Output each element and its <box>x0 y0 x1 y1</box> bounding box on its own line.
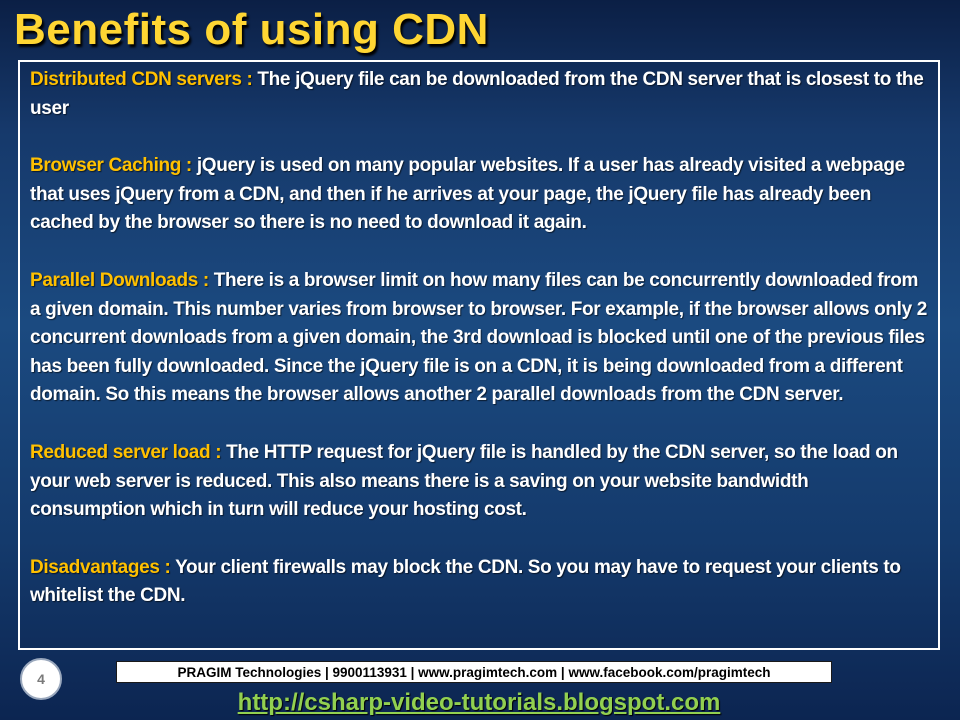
benefit-text: jQuery is used on many popular websites. If a user has already visited a webpage that uses jQuery from a CDN, and then if he arrives at your page, the jQuery file has already been cached by the browser so there is no need to download it again. <box>30 155 905 234</box>
company-info-bar: PRAGIM Technologies | 9900113931 | www.pragimtech.com | www.facebook.com/pragimtech <box>116 661 832 683</box>
benefit-paragraph <box>30 152 928 238</box>
benefit-text: The jQuery file can be downloaded from the CDN server that is closest to the user <box>30 69 924 119</box>
benefit-text: There is a browser limit on how many files can be concurrently downloaded from a given domain. This number varies from browser to browser. For example, if the browser allows only 2 concurrent downloads from a given domain, the 3rd download is blocked until one of the previous files has been fully downloaded. Since the jQuery file is on a CDN, it is being downloaded from a different domain. So this means the browser allows another 2 parallel downloads from the CDN server. <box>30 269 927 406</box>
content-box <box>18 60 940 650</box>
slide-title: Benefits of using CDN <box>14 5 489 54</box>
benefit-term: Browser Caching : <box>30 155 192 177</box>
benefit-paragraph <box>30 66 928 123</box>
benefit-text: The HTTP request for jQuery file is handled by the CDN server, so the load on your web server is reduced. This also means there is a saving on your website bandwidth consumption which in turn will reduce your hosting cost. <box>30 441 898 521</box>
disadvantages-term: Disadvantages : <box>30 556 171 578</box>
disadvantages-paragraph <box>30 554 928 611</box>
benefit-term: Reduced server load : <box>30 441 222 463</box>
benefit-term: Parallel Downloads : <box>30 269 209 291</box>
benefit-term: Distributed CDN servers : <box>30 69 253 90</box>
blog-link[interactable]: http://csharp-video-tutorials.blogspot.com <box>237 689 721 716</box>
disadvantages-text: Your client firewalls may block the CDN. So you may have to request your clients to whitelist the CDN. <box>30 556 901 607</box>
benefit-paragraph <box>30 439 928 525</box>
page-number-badge: 4 <box>20 658 62 700</box>
benefit-paragraph <box>30 267 928 410</box>
